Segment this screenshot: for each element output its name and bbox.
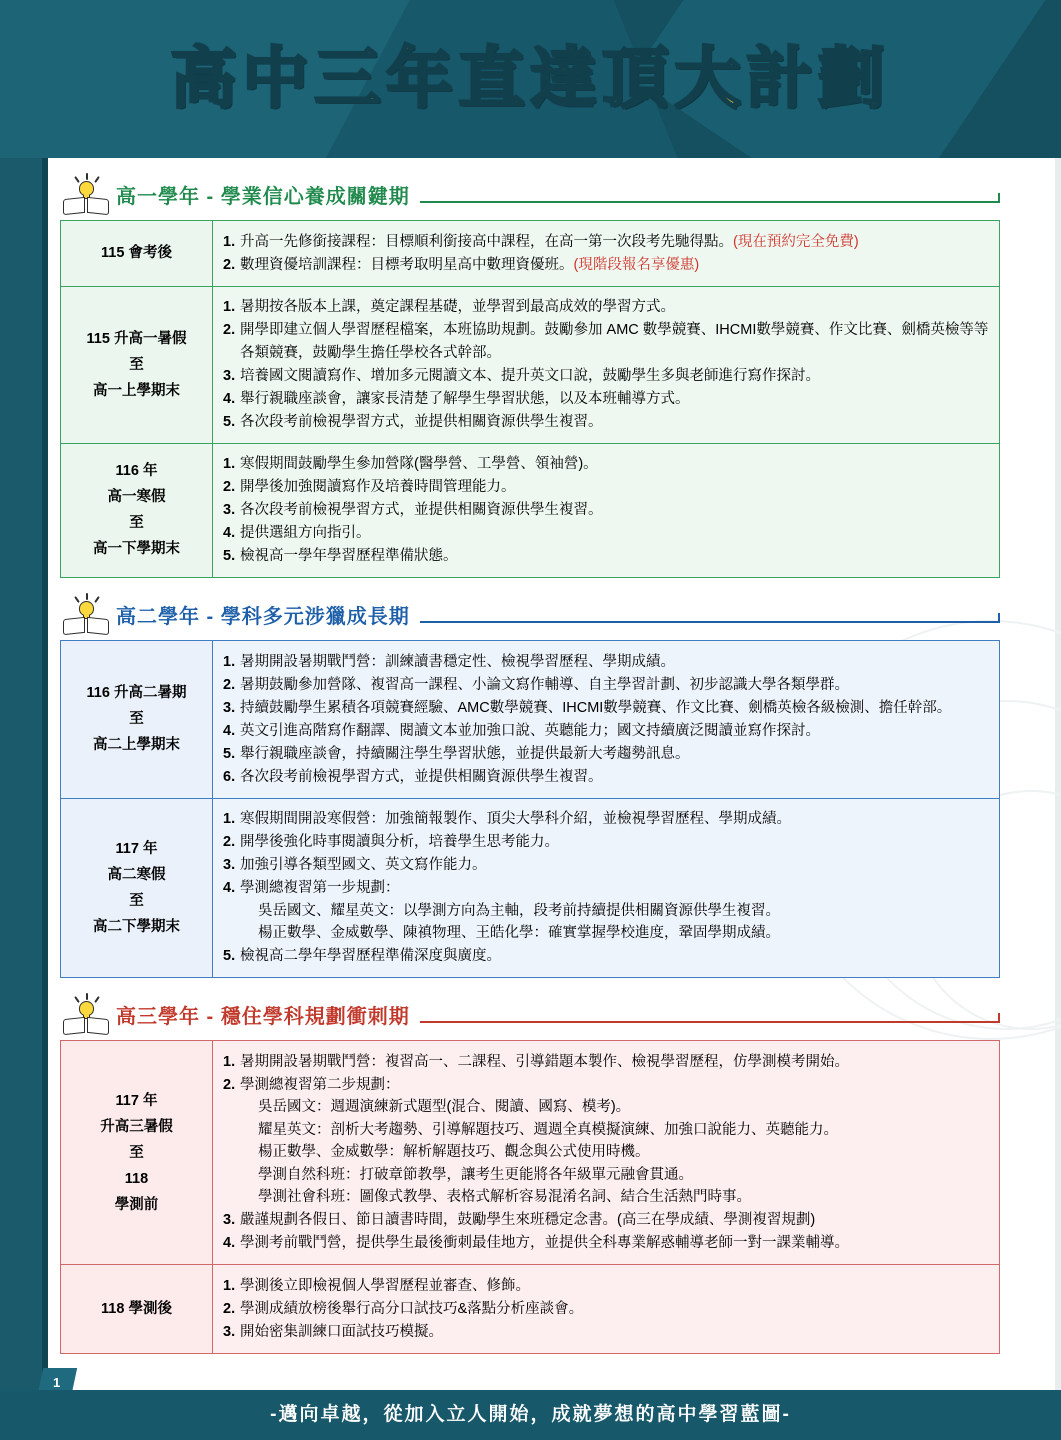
period-cell: 115 會考後 <box>61 221 213 287</box>
list-item <box>223 674 989 697</box>
item-text: 提供選組方向指引。 <box>240 525 371 541</box>
item-number: 4. <box>223 880 236 896</box>
lightbulb-book-icon <box>60 592 112 636</box>
item-text: 嚴謹規劃各假日、節日讀書時間，鼓勵學生來班穩定念書。(高三在學成績、學測複習規劃) <box>240 1212 816 1228</box>
item-text: 各次段考前檢視學習方式，並提供相關資源供學生複習。 <box>240 413 603 430</box>
item-number: 5. <box>223 745 236 762</box>
list-item <box>223 1074 989 1209</box>
item-number: 1. <box>223 811 236 827</box>
list-item <box>223 388 989 411</box>
item-text: 舉行親職座談會，持續關注學生學習狀態，並提供最新大考趨勢訊息。 <box>240 745 690 762</box>
item-number: 2. <box>223 834 236 850</box>
item-text: 開學即建立個人學習歷程檔案，本班協助規劃。鼓勵參加 AMC 數學競賽、IHCMI數學競賽、作文比賽、劍橋英檢等等各類競賽，鼓勵學生擔任學校各式幹部。 <box>240 322 989 361</box>
items-cell <box>213 1041 1000 1265</box>
section-header-senior2 <box>60 592 1000 636</box>
item-number: 2. <box>223 1300 236 1317</box>
plan-table-senior3 <box>60 1040 1000 1354</box>
section-title: 高一學年 - 學業信心養成關鍵期 <box>116 185 410 208</box>
item-number: 2. <box>223 256 236 273</box>
item-number: 2. <box>223 676 236 693</box>
item-number: 5. <box>223 413 236 430</box>
list-item <box>223 296 989 319</box>
list-item <box>223 720 989 743</box>
item-number: 3. <box>223 502 236 518</box>
section-senior3 <box>60 992 1000 1354</box>
item-number: 3. <box>223 367 236 384</box>
list-item <box>223 476 989 499</box>
list-item <box>223 499 989 522</box>
item-text: 學測總複習第一步規劃： <box>240 880 400 896</box>
period-cell: 115 升高一暑假 至 高一上學期末 <box>61 286 213 443</box>
table-row <box>61 286 1000 443</box>
item-number: 2. <box>223 479 236 495</box>
list-item <box>223 522 989 545</box>
item-number: 2. <box>223 1076 236 1093</box>
period-cell: 116 升高二暑期 至 高二上學期末 <box>61 641 213 799</box>
list-item <box>223 319 989 364</box>
item-text: 暑期開設暑期戰鬥營：訓練讀書穩定性、檢視學習歷程、學期成績。 <box>240 653 675 670</box>
item-number: 1. <box>223 233 236 250</box>
section-rule <box>420 621 1000 623</box>
list-item <box>223 766 989 789</box>
item-number: 2. <box>223 322 236 338</box>
item-number: 1. <box>223 456 236 472</box>
item-note: (現在預約完全免費) <box>733 233 859 250</box>
item-text: 加強引導各類型國文、英文寫作能力。 <box>240 857 487 873</box>
item-text: 各次段考前檢視學習方式，並提供相關資源供學生複習。 <box>240 502 603 518</box>
item-number: 5. <box>223 948 236 964</box>
item-subtext: 耀星英文：剖析大考趨勢、引導解題技巧、週週全真模擬演練、加強口說能力、英聽能力。 <box>258 1121 838 1138</box>
list-item <box>223 651 989 674</box>
list-item <box>223 411 989 434</box>
plan-table-senior1 <box>60 220 1000 578</box>
item-text: 升高一先修銜接課程：目標順利銜接高中課程，在高一第一次段考先馳得點。 <box>240 233 733 250</box>
table-row <box>61 798 1000 978</box>
item-text: 暑期按各版本上課，奠定課程基礎，並學習到最高成效的學習方式。 <box>240 299 675 315</box>
item-text: 檢視高一學年學習歷程準備狀態。 <box>240 548 458 564</box>
page-number-text: 1 <box>53 1375 61 1390</box>
item-text: 檢視高二學年學習歷程準備深度與廣度。 <box>240 948 501 964</box>
list-item <box>223 877 989 945</box>
lightbulb-book-icon <box>60 172 112 216</box>
list-item <box>223 1275 989 1298</box>
item-text: 開始密集訓練口面試技巧模擬。 <box>240 1323 443 1340</box>
item-text: 寒假期間開設寒假營：加強簡報製作、頂尖大學科介紹，並檢視學習歷程、學期成績。 <box>240 811 791 827</box>
item-number: 4. <box>223 390 236 407</box>
item-number: 1. <box>223 1277 236 1294</box>
item-number: 3. <box>223 1212 236 1228</box>
left-decorative-band <box>0 0 42 1440</box>
list-item <box>223 365 989 388</box>
section-header-senior3 <box>60 992 1000 1036</box>
list-item <box>223 1209 989 1232</box>
item-text: 暑期鼓勵參加營隊、複習高一課程、小論文寫作輔導、自主學習計劃、初步認識大學各類學群。 <box>240 676 849 693</box>
item-subtext: 吳岳國文、耀星英文：以學測方向為主軸，段考前持續提供相關資源供學生複習。 <box>258 902 780 919</box>
plan-table-senior2 <box>60 640 1000 978</box>
section-rule <box>420 1021 1000 1023</box>
items-cell <box>213 443 1000 578</box>
item-text: 開學後強化時事閱讀與分析，培養學生思考能力。 <box>240 834 559 850</box>
item-number: 4. <box>223 722 236 739</box>
list-item <box>223 231 989 254</box>
item-number: 1. <box>223 653 236 670</box>
item-text: 學測考前戰鬥營，提供學生最後衝刺最佳地方，並提供全科專業解惑輔導老師一對一課業輔導。 <box>240 1235 849 1251</box>
item-subtext: 吳岳國文：週週演練新式題型(混合、閱讀、國寫、模考)。 <box>258 1099 631 1115</box>
table-row <box>61 641 1000 799</box>
table-row <box>61 221 1000 287</box>
item-text: 寒假期間鼓勵學生參加營隊(醫學營、工學營、領袖營)。 <box>240 456 598 472</box>
item-number: 1. <box>223 1053 236 1070</box>
page-footer: -邁向卓越，從加入立人開始，成就夢想的高中學習藍圖- <box>0 1390 1061 1440</box>
item-number: 3. <box>223 857 236 873</box>
table-row <box>61 1041 1000 1265</box>
item-text: 各次段考前檢視學習方式，並提供相關資源供學生複習。 <box>240 768 603 785</box>
item-number: 4. <box>223 525 236 541</box>
items-cell <box>213 641 1000 799</box>
list-item <box>223 808 989 831</box>
item-text: 持續鼓勵學生累積各項競賽經驗、AMC數學競賽、IHCMI數學競賽、作文比賽、劍橋英檢各級檢測、擔任幹部。 <box>240 699 952 716</box>
items-cell <box>213 286 1000 443</box>
list-item <box>223 743 989 766</box>
items-cell <box>213 221 1000 287</box>
sections-container <box>60 158 1000 1354</box>
lightbulb-book-icon <box>60 992 112 1036</box>
item-text: 開學後加強閱讀寫作及培養時間管理能力。 <box>240 479 516 495</box>
item-text: 舉行親職座談會，讓家長清楚了解學生學習狀態，以及本班輔導方式。 <box>240 390 690 407</box>
list-item <box>223 1051 989 1074</box>
item-number: 3. <box>223 1323 236 1340</box>
section-senior2 <box>60 592 1000 978</box>
list-item <box>223 1298 989 1321</box>
right-decorative-edge <box>1055 0 1061 1440</box>
items-cell <box>213 1265 1000 1354</box>
list-item <box>223 831 989 854</box>
item-number: 6. <box>223 768 236 785</box>
list-item <box>223 1321 989 1344</box>
list-item <box>223 254 989 277</box>
list-item <box>223 697 989 720</box>
item-text: 暑期開設暑期戰鬥營：複習高一、二課程、引導錯題本製作、檢視學習歷程，仿學測模考開始。 <box>240 1053 849 1070</box>
section-title: 高二學年 - 學科多元涉獵成長期 <box>116 605 410 628</box>
list-item <box>223 545 989 568</box>
item-number: 5. <box>223 548 236 564</box>
list-item <box>223 1232 989 1255</box>
table-row <box>61 443 1000 578</box>
page-header <box>0 0 1061 158</box>
section-senior1 <box>60 172 1000 578</box>
list-item <box>223 453 989 476</box>
item-text: 學測成績放榜後舉行高分口試技巧&落點分析座談會。 <box>240 1300 584 1317</box>
item-subtext: 學測自然科班：打破章節教學，讓考生更能將各年級單元融會貫通。 <box>258 1166 693 1183</box>
table-row <box>61 1265 1000 1354</box>
item-text: 培養國文閱讀寫作、增加多元閱讀文本、提升英文口說，鼓勵學生多與老師進行寫作探討。 <box>240 367 820 384</box>
item-note: (現階段報名享優惠) <box>573 256 700 273</box>
item-subtext: 楊正數學、金威數學：解析解題技巧、觀念與公式使用時機。 <box>258 1144 650 1160</box>
period-cell: 118 學測後 <box>61 1265 213 1354</box>
item-text: 學測後立即檢視個人學習歷程並審查、修飾。 <box>240 1277 530 1294</box>
items-cell <box>213 798 1000 978</box>
section-rule <box>420 201 1000 203</box>
period-cell: 117 年 升高三暑假 至 118 學測前 <box>61 1041 213 1265</box>
section-title: 高三學年 - 穩住學科規劃衝刺期 <box>116 1005 410 1028</box>
item-text: 數理資優培訓課程：目標考取明星高中數理資優班。 <box>240 256 574 273</box>
item-number: 4. <box>223 1235 236 1251</box>
section-header-senior1 <box>60 172 1000 216</box>
item-number: 1. <box>223 299 236 315</box>
page-title: 高中三年直達頂大計劃 <box>170 40 891 117</box>
item-subtext: 楊正數學、金威數學、陳禛物理、王皓化學：確實掌握學校進度，鞏固學期成績。 <box>258 925 780 941</box>
period-cell: 116 年 高一寒假 至 高一下學期末 <box>61 443 213 578</box>
list-item <box>223 945 989 968</box>
item-number: 3. <box>223 699 236 716</box>
item-text: 學測總複習第二步規劃： <box>240 1076 400 1093</box>
item-text: 英文引進高階寫作翻譯、閱讀文本並加強口說、英聽能力；國文持續廣泛閱讀並寫作探討。 <box>240 722 820 739</box>
period-cell: 117 年 高二寒假 至 高二下學期末 <box>61 798 213 978</box>
item-subtext: 學測社會科班：圖像式教學、表格式解析容易混淆名詞、結合生活熱門時事。 <box>258 1189 751 1205</box>
list-item <box>223 854 989 877</box>
